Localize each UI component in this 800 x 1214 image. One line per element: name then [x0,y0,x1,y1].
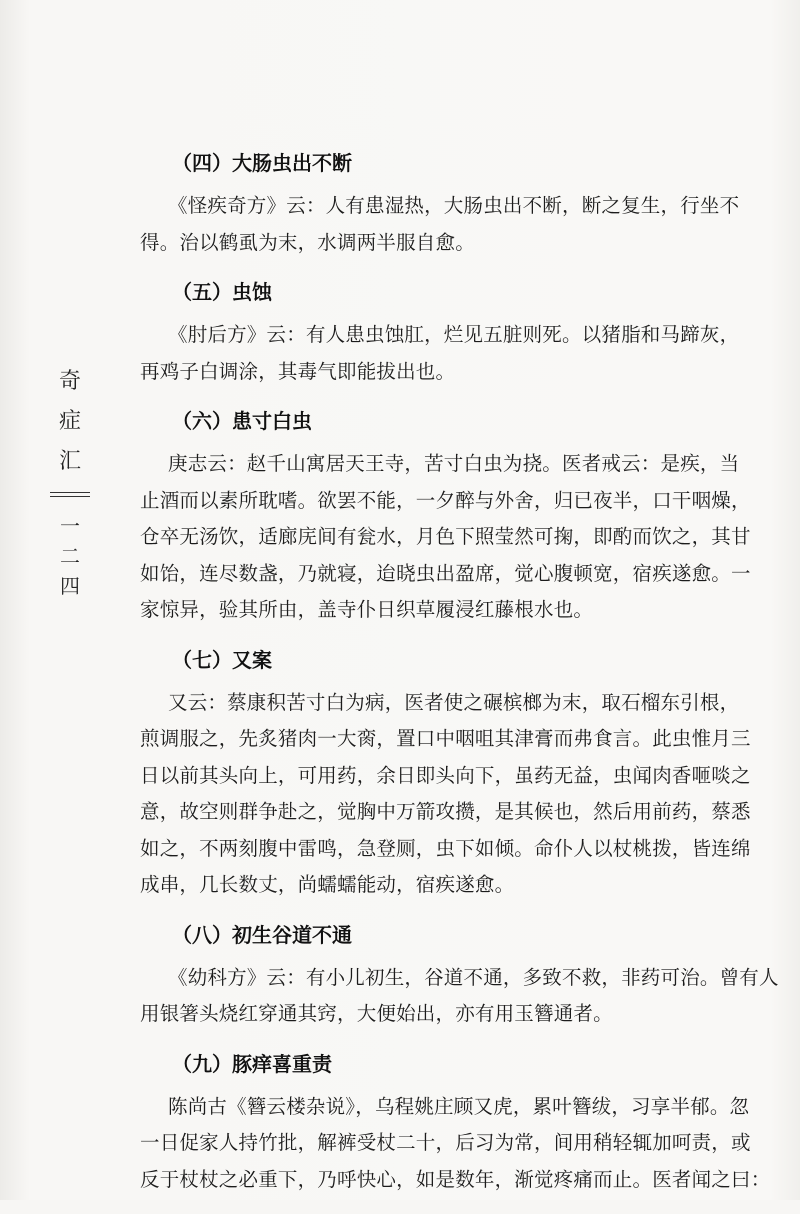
text-line: 又云：蔡康积苦寸白为病，医者使之碾槟榔为末，取石榴东引根， [168,690,740,714]
text-line: 陈尚古《簪云楼杂说》，乌程姚庄顾又虎，累叶簪绂，习享半郁。忽 [168,1094,750,1118]
running-title-char: 汇 [58,449,81,474]
section-7 [140,645,765,904]
section-5 [140,277,765,390]
section-heading: （八）初生谷道不通 [172,922,352,947]
page-number-char: 一 [60,514,80,538]
text-line: 日以前其头向上，可用药，余日即头向下，虽药无益，虫闻肉香咂啖之 [140,763,751,787]
page-number-char: 四 [60,574,80,598]
text-line: 如之，不两刻腹中雷鸣，急登厕，虫下如倾。命仆人以杖桃拨，皆连绵 [140,836,751,860]
section-6 [140,406,765,629]
text-line: 用银箸头烧红穿通其窍，大便始出，亦有用玉簪通者。 [140,1002,613,1025]
running-title-column [48,362,92,601]
text-line: 《肘后方》云：有人患虫蚀肛，烂见五脏则死。以猪脂和马蹄灰， [168,323,740,346]
section-8 [140,920,779,1033]
text-line: 一日促家人持竹批，解裤受杖二十，后习为常，间用稍轻辄加呵责，或 [140,1131,751,1154]
text-line: 意，故空则群争赴之，觉胸中万箭攻攒，是其候也，然后用前药，蔡悉 [140,800,751,823]
running-title-char: 奇 [58,369,81,394]
text-line: 成串，几长数丈，尚蠕蠕能动，宿疾遂愈。 [140,873,515,896]
text-line: 止酒而以素所耽嗜。欲罢不能，一夕醉与外舍，归已夜半，口干咽燥， [140,488,751,512]
text-line: 家惊异，验其所由，盖寺仆日织草履浸红藤根水也。 [140,598,594,621]
section-paragraph [140,1089,771,1199]
section-paragraph [140,317,765,390]
section-heading: （九）豚痒喜重责 [172,1051,332,1076]
text-line: 煎调服之，先炙猪肉一大脔，置口中咽咀其津膏而弗食言。此虫惟月三 [140,727,751,750]
section-heading: （七）又案 [172,647,272,672]
section-9 [140,1049,771,1199]
text-line: 得。治以鹤虱为末，水调两半服自愈。 [140,230,475,254]
double-rule-divider [50,492,90,497]
text-line: 仓卒无汤饮，适廊庑间有瓮水，月色下照莹然可掬，即酌而饮之，其甘 [140,525,751,548]
section-heading: （五）虫蚀 [172,280,272,304]
text-line: 庚志云：赵千山寓居天王寺，苦寸白虫为挠。医者戒云：是疾，当 [168,452,740,475]
text-line: 如饴，连尽数盏，乃就寝，迨晓虫出盈席，觉心腹顿宽，宿疾遂愈。一 [140,561,751,585]
section-paragraph [140,446,765,629]
page-number-char: 二 [60,544,80,568]
text-line: 反于杖杖之必重下，乃呼快心，如是数年，渐觉疼痛而止。医者闻之曰： [140,1167,771,1191]
page-body [140,148,779,1214]
section-paragraph [140,685,765,904]
text-line: 《怪疾奇方》云：人有患湿热，大肠虫出不断，断之复生，行坐不 [168,194,740,217]
text-line: 《幼科方》云：有小儿初生，谷道不通，多致不救，非药可治。曾有人 [168,965,779,989]
running-title-char: 症 [58,409,81,434]
section-paragraph [140,188,765,261]
section-heading: （四）大肠虫出不断 [172,151,352,175]
section-paragraph [140,960,779,1033]
text-line: 再鸡子白调涂，其毒气即能拔出也。 [140,359,456,383]
section-heading: （六）患寸白虫 [172,409,312,433]
section-4 [140,148,765,261]
